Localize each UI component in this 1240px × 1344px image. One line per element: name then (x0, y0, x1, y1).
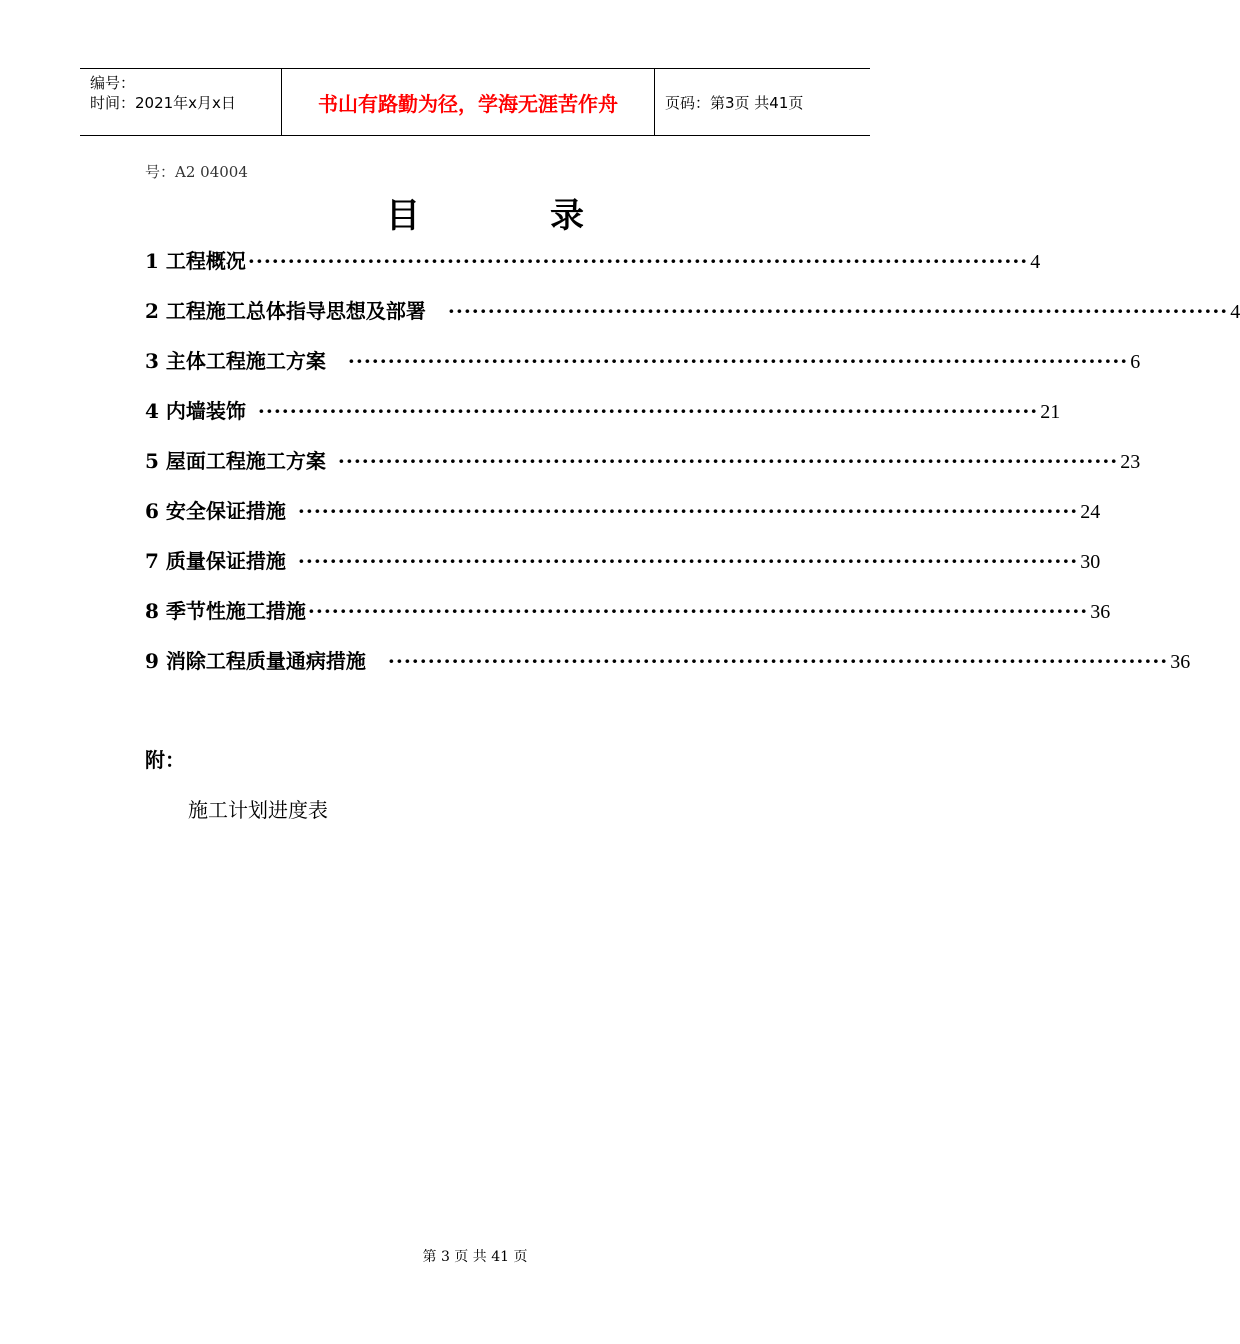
toc-leader-dots: ·································································································· (387, 649, 1169, 673)
toc-title-part1: 目 (386, 196, 420, 236)
toc-title (386, 188, 584, 237)
toc-entry-label: 7 质量保证措施 (145, 549, 286, 573)
toc-entry-page: 36 (1090, 601, 1111, 623)
toc-entry[interactable] (145, 395, 1061, 423)
toc-entry-label: 6 安全保证措施 (145, 499, 286, 523)
toc-title-part2: 录 (550, 196, 584, 236)
toc-entry-label: 9 消除工程质量通病措施 (145, 649, 366, 673)
toc-entry-page: 21 (1040, 401, 1061, 423)
toc-leader-dots: ·································································································· (447, 299, 1229, 323)
toc-entry[interactable] (145, 545, 1101, 573)
toc-entry[interactable] (145, 295, 1240, 323)
header-page-info: 页码：第3页 共41页 (665, 93, 804, 112)
appendix-heading: 附： (145, 748, 185, 772)
toc-entry[interactable] (145, 595, 1111, 623)
toc-entry-label: 4 内墙装饰 (145, 399, 246, 423)
toc-leader-dots: ·································································································· (297, 499, 1079, 523)
toc-entry-label: 1 工程概况 (145, 249, 246, 273)
toc-entry-page: 23 (1120, 451, 1141, 473)
page-header (80, 68, 870, 136)
toc-entry-label: 5 屋面工程施工方案 (145, 449, 326, 473)
toc-entry[interactable] (145, 495, 1101, 523)
toc-entry-page: 4 (1230, 301, 1240, 323)
header-motto: 书山有路勤为径，学海无涯苦作舟 (281, 69, 655, 135)
toc-entry[interactable] (145, 645, 1191, 673)
toc-leader-dots: ·································································································· (297, 549, 1079, 573)
toc-entry-page: 4 (1030, 251, 1041, 273)
toc-entry-page: 36 (1170, 651, 1191, 673)
header-time-label: 时间：2021年x月x日 (90, 94, 236, 112)
toc-entry[interactable] (145, 245, 1041, 273)
toc-entry-label: 2 工程施工总体指导思想及部署 (145, 299, 426, 323)
toc-leader-dots: ·································································································· (307, 599, 1089, 623)
toc-leader-dots: ·································································································· (247, 249, 1029, 273)
header-meta (80, 69, 281, 135)
header-number-label: 编号： (90, 74, 136, 92)
toc-entry-page: 6 (1130, 351, 1141, 373)
toc-entry[interactable] (145, 445, 1141, 473)
toc-leader-dots: ·································································································· (257, 399, 1039, 423)
toc-entry-page: 30 (1080, 551, 1101, 573)
toc-entry-label: 8 季节性施工措施 (145, 599, 306, 623)
toc-leader-dots: ·································································································· (347, 349, 1129, 373)
document-number: 号：A2 04004 (145, 163, 248, 181)
toc-entry[interactable] (145, 345, 1141, 373)
page-footer: 第 3 页 共 41 页 (422, 1249, 528, 1265)
toc-entry-page: 24 (1080, 501, 1101, 523)
toc-entry-label: 3 主体工程施工方案 (145, 349, 326, 373)
toc-leader-dots: ·································································································· (337, 449, 1119, 473)
appendix-item[interactable]: 施工计划进度表 (188, 798, 328, 822)
